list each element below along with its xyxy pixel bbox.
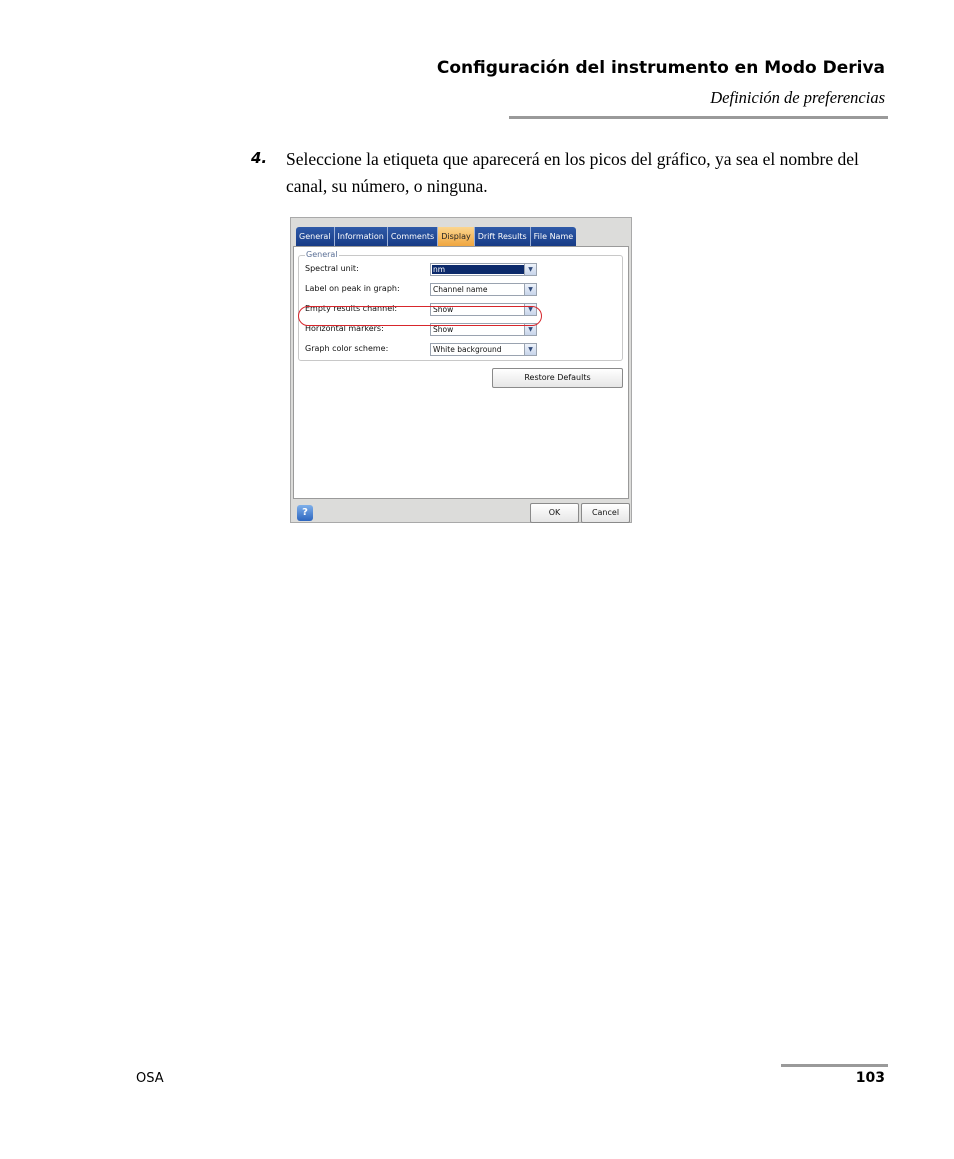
tab-bar: [296, 227, 576, 246]
footer-rule: [781, 1064, 888, 1067]
chevron-down-icon[interactable]: ▼: [524, 324, 536, 335]
graph-color-scheme-select[interactable]: [430, 343, 537, 356]
label-on-peak-label: Label on peak in graph:: [305, 284, 400, 293]
running-header-subtitle: Definición de preferencias: [710, 88, 885, 107]
step-text: Seleccione la etiqueta que aparecerá en los picos del gráfico, ya sea el nombre del canal, su número, o ninguna.: [286, 149, 859, 196]
footer-product: OSA: [136, 1071, 164, 1086]
graph-color-scheme-label: Graph color scheme:: [305, 344, 389, 353]
spectral-unit-value: nm: [432, 265, 524, 274]
horizontal-markers-value: Show: [433, 325, 454, 334]
label-on-peak-select[interactable]: [430, 283, 537, 296]
cancel-button[interactable]: Cancel: [581, 503, 630, 523]
chevron-down-icon[interactable]: ▼: [524, 264, 536, 275]
graph-color-scheme-value: White background: [433, 345, 502, 354]
chevron-down-icon[interactable]: ▼: [524, 304, 536, 315]
tab-file-name[interactable]: File Name: [531, 227, 577, 246]
running-header-title: Configuración del instrumento en Modo Deriva: [436, 58, 885, 78]
callout-highlight: [298, 306, 542, 326]
preferences-dialog: [290, 217, 632, 523]
label-on-peak-value: Channel name: [433, 285, 488, 294]
tab-drift-results[interactable]: Drift Results: [475, 227, 531, 246]
tab-general[interactable]: General: [296, 227, 335, 246]
chevron-down-icon[interactable]: ▼: [524, 284, 536, 295]
horizontal-markers-label: Horizontal markers:: [305, 324, 384, 333]
empty-results-channel-value: Show: [433, 305, 454, 314]
display-panel: [293, 246, 629, 499]
tab-display[interactable]: Display: [438, 227, 475, 246]
chevron-down-icon[interactable]: ▼: [524, 344, 536, 355]
group-title: General: [306, 250, 338, 259]
restore-defaults-button[interactable]: Restore Defaults: [492, 368, 623, 388]
step-number: 4.: [251, 149, 268, 167]
empty-results-channel-label: Empty results channel:: [305, 304, 398, 313]
tab-information[interactable]: Information: [335, 227, 388, 246]
ok-button[interactable]: OK: [530, 503, 579, 523]
tab-comments[interactable]: Comments: [388, 227, 438, 246]
spectral-unit-label: Spectral unit:: [305, 264, 359, 273]
help-icon[interactable]: ?: [297, 505, 313, 521]
page-number: 103: [855, 1070, 885, 1086]
spectral-unit-select[interactable]: [430, 263, 537, 276]
header-rule: [509, 116, 888, 119]
